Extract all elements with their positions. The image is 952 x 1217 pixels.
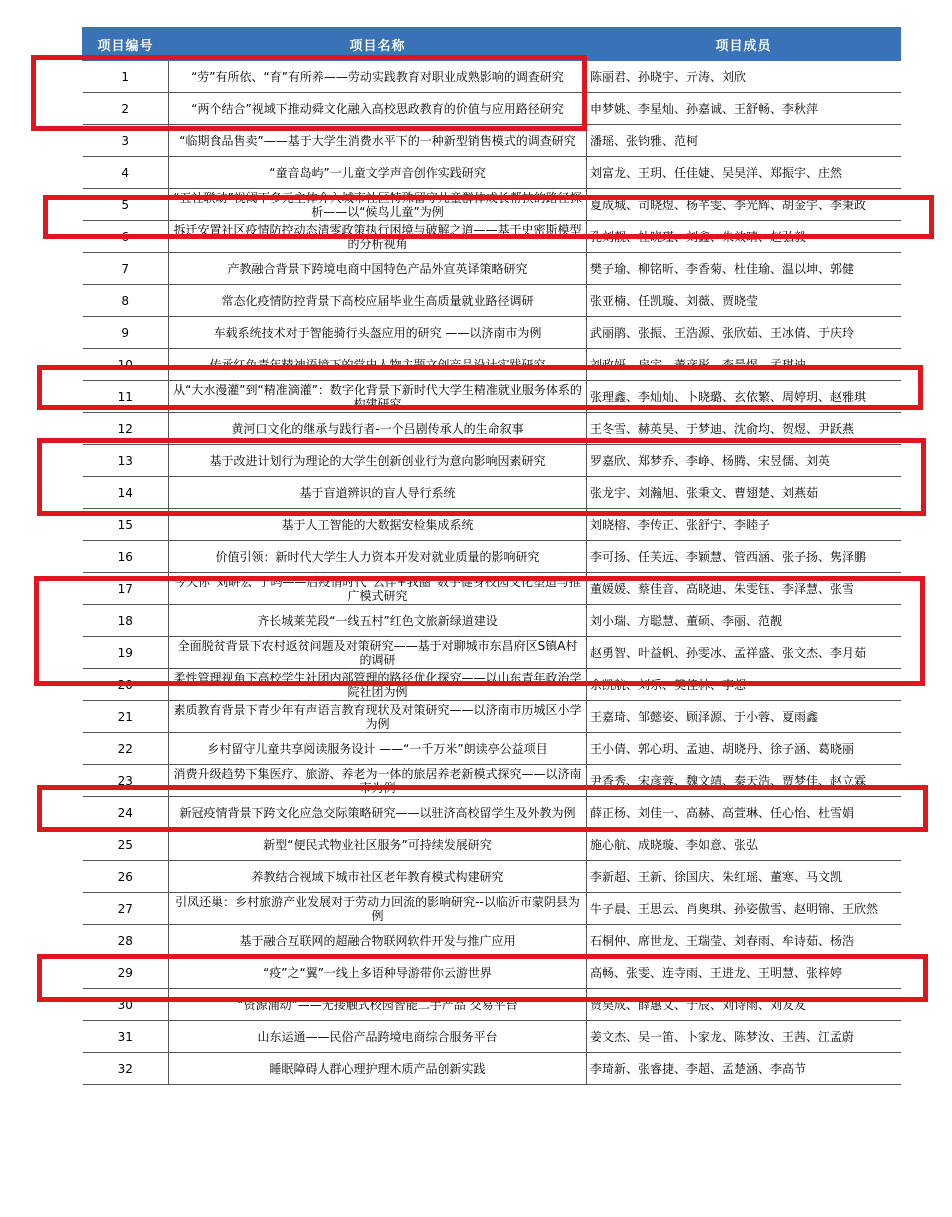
row-project-name: 柔性管理视角下高校学生社团内部管理的路径优化探究——以山东青年政治学院社团为例: [169, 669, 587, 701]
row-project-name: 产教融合背景下跨境电商中国特色产品外宣英译策略研究: [169, 253, 587, 285]
row-project-members: 王冬雪、赫英昊、于梦迪、沈俞均、贺煜、尹跃燕: [587, 413, 901, 445]
row-number: 10: [83, 349, 169, 381]
row-number: 27: [83, 893, 169, 925]
row-project-members: 武丽鹃、张振、王浩源、张欣茹、王冰倩、于庆玲: [587, 317, 901, 349]
row-project-members: 董媛媛、蔡佳音、高晓迪、朱雯钰、李泽慧、张雪: [587, 573, 901, 605]
row-number: 31: [83, 1021, 169, 1053]
row-project-name: “劳”有所依、“育”有所养——劳动实践教育对职业成熟影响的调查研究: [169, 61, 587, 93]
row-number: 30: [83, 989, 169, 1021]
table-row: [83, 445, 901, 477]
table-row: [83, 829, 901, 861]
row-project-name: “疫”之“翼”一线上多语种导游带你云游世界: [169, 957, 587, 989]
row-project-name: 黄河口文化的继承与践行者-一个吕剧传承人的生命叙事: [169, 413, 587, 445]
row-project-name: 价值引领：新时代大学生人力资本开发对就业质量的影响研究: [169, 541, 587, 573]
row-project-members: 薛正杨、刘佳一、高赫、高萱琳、任心怡、杜雪娟: [587, 797, 901, 829]
row-project-name: 乡村留守儿童共享阅读服务设计 ——“一千万米”朗读亭公益项目: [169, 733, 587, 765]
row-project-members: 尹香秀、宋彦蓉、魏文靖、秦天浩、贾梦佳、赵立霖: [587, 765, 901, 797]
table-row: [83, 605, 901, 637]
row-number: 19: [83, 637, 169, 669]
table-row: [83, 509, 901, 541]
table-row: [83, 253, 901, 285]
row-project-name: 基于改进计划行为理论的大学生创新创业行为意向影响因素研究: [169, 445, 587, 477]
table-row: [83, 157, 901, 189]
row-project-name: 全面脱贫背景下农村返贫问题及对策研究——基于对聊城市东昌府区S镇A村的调研: [169, 637, 587, 669]
row-number: 32: [83, 1053, 169, 1085]
table-row: [83, 733, 901, 765]
table-row: [83, 61, 901, 93]
row-number: 4: [83, 157, 169, 189]
row-number: 24: [83, 797, 169, 829]
row-project-members: 李琦新、张睿捷、李超、孟楚涵、李高节: [587, 1053, 901, 1085]
row-number: 20: [83, 669, 169, 701]
row-project-name: 新型“便民式物业社区服务”可持续发展研究: [169, 829, 587, 861]
row-project-name: “童音岛屿”一儿童文学声音创作实践研究: [169, 157, 587, 189]
table-row: [83, 573, 901, 605]
row-number: 15: [83, 509, 169, 541]
row-project-members: 陈丽君、孙晓宇、亓涛、刘欣: [587, 61, 901, 93]
header-project-name: 项目名称: [169, 28, 587, 61]
row-project-members: 刘晓榕、李传正、张舒宁、李睦子: [587, 509, 901, 541]
row-project-members: 赵勇智、叶益帆、孙雯冰、孟祥盛、张文杰、李月茹: [587, 637, 901, 669]
row-project-name: “两个结合”视域下推动舜文化融入高校思政教育的价值与应用路径研究: [169, 93, 587, 125]
row-project-members: 石桐仲、席世龙、王瑞莹、刘春雨、牟诗茹、杨浩: [587, 925, 901, 957]
table-row: [83, 989, 901, 1021]
row-project-members: 刘富龙、王玥、任佳婕、吴昊洋、郑振宇、庄然: [587, 157, 901, 189]
header-project-members: 项目成员: [587, 28, 901, 61]
row-number: 2: [83, 93, 169, 125]
row-project-members: 姜文杰、吴一笛、卜家龙、陈梦汝、王茜、江孟蔚: [587, 1021, 901, 1053]
row-project-members: 张理鑫、李灿灿、卜晓璐、玄依繁、周婷玥、赵雅琪: [587, 381, 901, 413]
row-number: 6: [83, 221, 169, 253]
table-row: [83, 957, 901, 989]
row-project-members: 夏成城、司晓煜、杨芊雯、李光辉、胡金宇、李秉政: [587, 189, 901, 221]
table-row: [83, 861, 901, 893]
row-number: 3: [83, 125, 169, 157]
table-row: [83, 765, 901, 797]
row-project-name: 齐长城莱芜段“一线五村”红色文旅新绿道建设: [169, 605, 587, 637]
row-number: 17: [83, 573, 169, 605]
row-number: 23: [83, 765, 169, 797]
row-project-members: 余凯航、刘乐、樊佳林、李想: [587, 669, 901, 701]
row-project-members: 潘瑶、张钧雅、范柯: [587, 125, 901, 157]
row-project-members: 李新超、王新、徐国庆、朱红瑶、董寒、马文凯: [587, 861, 901, 893]
row-project-members: 王小倩、郭心玥、孟迪、胡晓丹、徐子涵、葛晓丽: [587, 733, 901, 765]
row-project-name: 基于融合互联网的超融合物联网软件开发与推广应用: [169, 925, 587, 957]
table-row: [83, 1021, 901, 1053]
row-project-name: 传承红色青年精神语境下的党史人物主题文创产品设计实践研究: [169, 349, 587, 381]
row-project-members: 施心航、成晓璇、李如意、张弘: [587, 829, 901, 861]
table-row: [83, 637, 901, 669]
row-project-name: 今天你“刘畊宏”了吗——后疫情时代“云伴+我圈”数字健身校园文化塑造与推广模式研究: [169, 573, 587, 605]
table-row: [83, 285, 901, 317]
table-row: [83, 349, 901, 381]
row-number: 7: [83, 253, 169, 285]
project-table: [82, 27, 901, 1085]
row-number: 21: [83, 701, 169, 733]
table-row: [83, 125, 901, 157]
row-project-members: 王嘉琦、邹懿姿、顾泽源、于小蓉、夏雨鑫: [587, 701, 901, 733]
table-row: [83, 893, 901, 925]
table-row: [83, 477, 901, 509]
row-number: 13: [83, 445, 169, 477]
row-project-name: 消费升级趋势下集医疗、旅游、养老为一体的旅居养老新模式探究——以济南市为例: [169, 765, 587, 797]
row-project-name: 山东运通——民俗产品跨境电商综合服务平台: [169, 1021, 587, 1053]
row-number: 25: [83, 829, 169, 861]
row-number: 16: [83, 541, 169, 573]
row-project-name: 素质教育背景下青少年有声语言教育现状及对策研究——以济南市历城区小学为例: [169, 701, 587, 733]
table-row: [83, 669, 901, 701]
row-project-name: 睡眠障碍人群心理护理木质产品创新实践: [169, 1053, 587, 1085]
row-number: 11: [83, 381, 169, 413]
row-project-name: “临期食品售卖”——基于大学生消费水平下的一种新型销售模式的调查研究: [169, 125, 587, 157]
header-row: [83, 28, 901, 61]
row-project-name: 新冠疫情背景下跨文化应急交际策略研究——以驻济高校留学生及外教为例: [169, 797, 587, 829]
table-row: [83, 701, 901, 733]
row-number: 22: [83, 733, 169, 765]
row-project-name: 基于盲道辨识的盲人导行系统: [169, 477, 587, 509]
row-project-members: 罗嘉欣、郑梦乔、李峥、杨腾、宋昱儒、刘英: [587, 445, 901, 477]
row-number: 14: [83, 477, 169, 509]
row-project-members: 高畅、张雯、连寺雨、王进龙、王明慧、张梓婷: [587, 957, 901, 989]
table-row: [83, 925, 901, 957]
row-number: 9: [83, 317, 169, 349]
row-project-members: 申梦姚、李星灿、孙嘉诚、王舒畅、李秋萍: [587, 93, 901, 125]
row-project-name: 拆迁安置社区疫情防控动态清零政策执行困境与破解之道——基于史密斯模型的分析视角: [169, 221, 587, 253]
row-project-name: 从“大水漫灌”到“精准滴灌”：数字化背景下新时代大学生精准就业服务体系的构建研究: [169, 381, 587, 413]
row-project-members: 贾昊成、薛惠文、于辰、刘诗雨、刘友友: [587, 989, 901, 1021]
row-number: 26: [83, 861, 169, 893]
row-project-members: 樊子瑜、柳铭昕、李香菊、杜佳瑜、温以坤、郭健: [587, 253, 901, 285]
row-project-name: 车载系统技术对于智能骑行头盔应用的研究 ——以济南市为例: [169, 317, 587, 349]
row-number: 18: [83, 605, 169, 637]
header-project-number: 项目编号: [83, 28, 169, 61]
row-project-members: 张龙宇、刘瀚旭、张秉文、曹翅楚、刘燕茹: [587, 477, 901, 509]
table-body: [83, 61, 901, 1085]
row-project-name: “资源涌动”——无接触式校园智能二手产品 交易平台: [169, 989, 587, 1021]
table-row: [83, 381, 901, 413]
table-row: [83, 93, 901, 125]
row-project-name: 引凤还巢：乡村旅游产业发展对于劳动力回流的影响研究--以临沂市蒙阴县为例: [169, 893, 587, 925]
row-number: 1: [83, 61, 169, 93]
table-row: [83, 317, 901, 349]
row-number: 8: [83, 285, 169, 317]
row-project-name: “五社联动”视阈下多元主体介入城市社区特殊留守儿童群体成长帮扶的路径探析——以“候鸟儿童”为例: [169, 189, 587, 221]
row-project-members: 牛子晨、王思云、肖奥琪、孙姿傲雪、赵明锦、王欣然: [587, 893, 901, 925]
row-number: 5: [83, 189, 169, 221]
table-row: [83, 189, 901, 221]
table-row: [83, 797, 901, 829]
row-project-name: 基于人工智能的大数据安检集成系统: [169, 509, 587, 541]
table-row: [83, 541, 901, 573]
row-project-members: 刘小瑞、方聪慧、董硕、李丽、范靓: [587, 605, 901, 637]
row-project-members: 张亚楠、任凯璇、刘薇、贾晓莹: [587, 285, 901, 317]
table-row: [83, 1053, 901, 1085]
table-row: [83, 413, 901, 445]
row-project-name: 常态化疫情防控背景下高校应届毕业生高质量就业路径调研: [169, 285, 587, 317]
table-row: [83, 221, 901, 253]
row-project-name: 养教结合视域下城市社区老年教育模式构建研究: [169, 861, 587, 893]
row-number: 29: [83, 957, 169, 989]
row-project-members: 刘政妍、房宇、董彦彤、李景煜、孟琪迪: [587, 349, 901, 381]
row-project-members: 孔刘靓、杜晓瑾、刘鑫、朱效晴、赵弘毅: [587, 221, 901, 253]
row-project-members: 李可扬、任芙远、李颖慧、管西涵、张子扬、隽泽鹏: [587, 541, 901, 573]
row-number: 28: [83, 925, 169, 957]
row-number: 12: [83, 413, 169, 445]
